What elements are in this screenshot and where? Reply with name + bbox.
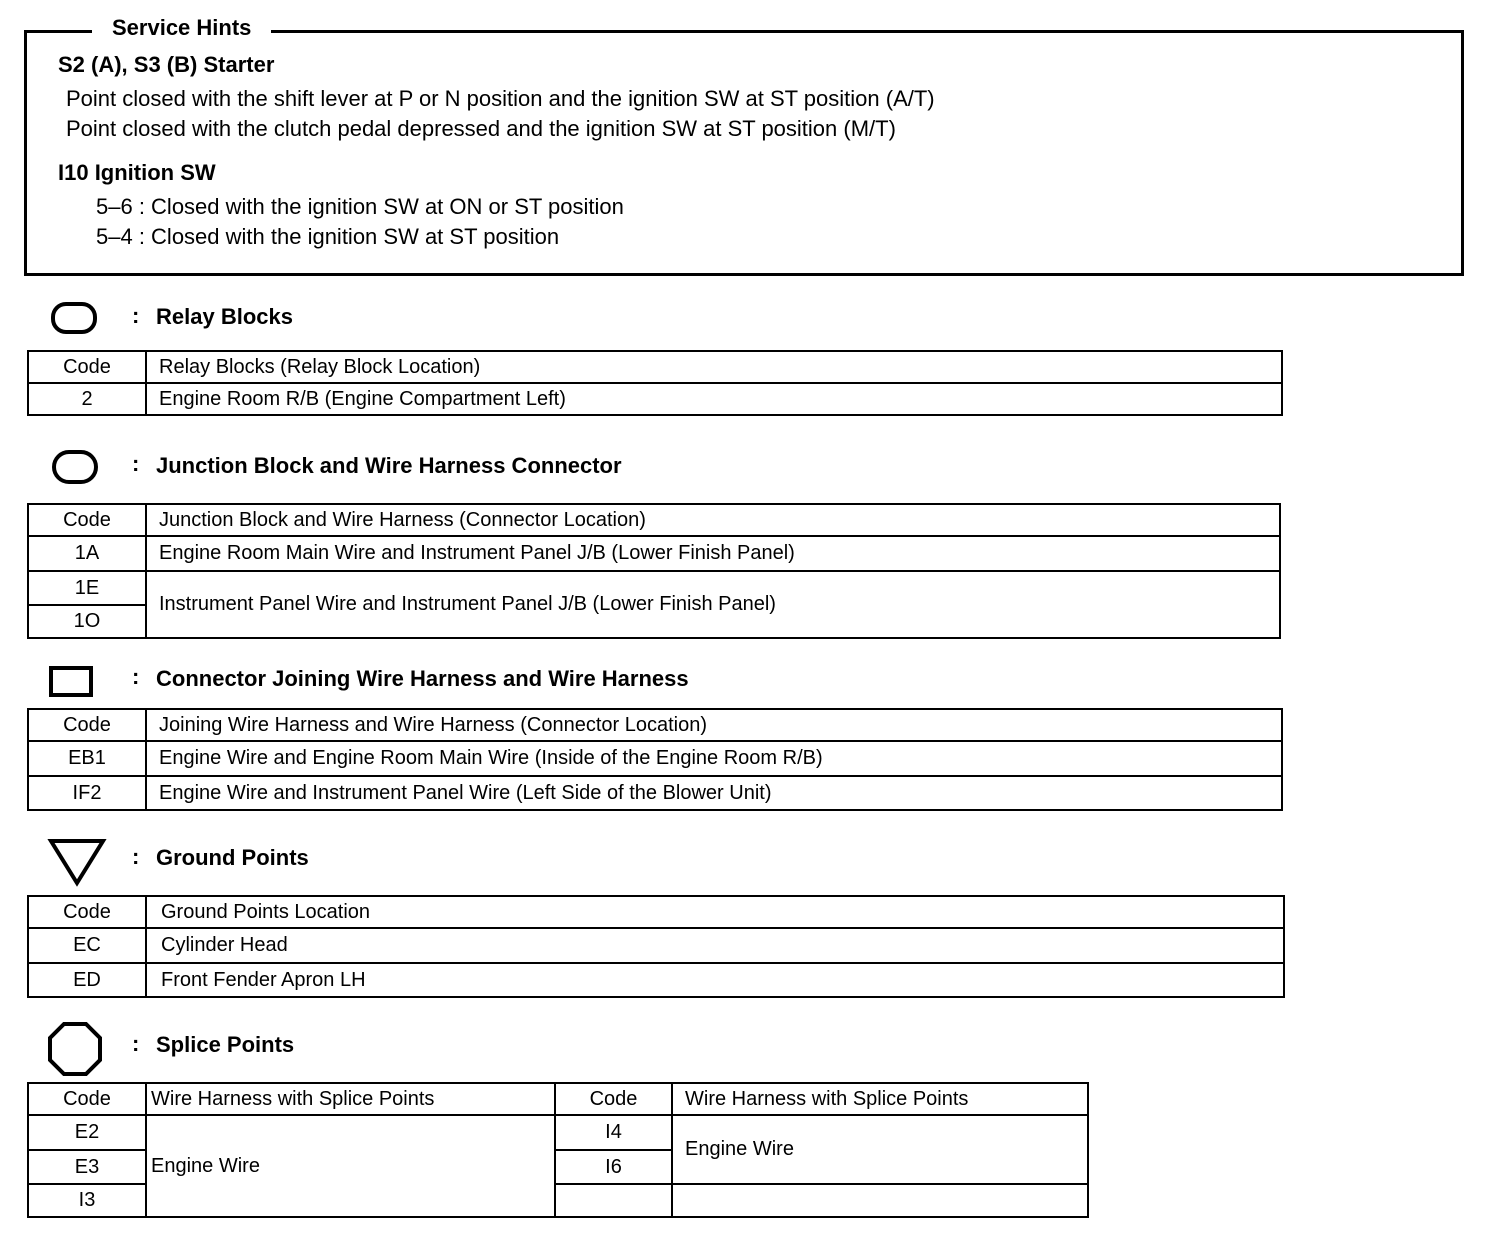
section-colon: : xyxy=(132,664,140,689)
service-hints-title: Service Hints xyxy=(92,14,271,42)
table-header-row xyxy=(28,896,1284,928)
octagon-symbol-icon xyxy=(46,1020,104,1078)
header-code: Code xyxy=(28,504,146,536)
cell-code: 1O xyxy=(28,605,146,638)
table-header-row xyxy=(28,351,1282,383)
table-row xyxy=(28,928,1284,963)
section-title-connector-joining: Connector Joining Wire Harness and Wire Harness xyxy=(156,666,689,691)
header-location: Joining Wire Harness and Wire Harness (Connector Location) xyxy=(146,709,1282,741)
cell-code: E2 xyxy=(28,1115,146,1150)
section-title-ground-points: Ground Points xyxy=(156,845,309,870)
table-row xyxy=(28,1115,1088,1150)
header-code: Code xyxy=(28,351,146,383)
section-title-relay-blocks: Relay Blocks xyxy=(156,304,293,329)
ground-points-table xyxy=(27,895,1285,998)
cell-code: 2 xyxy=(28,383,146,415)
oval-symbol-icon xyxy=(50,448,102,486)
cell-location: Engine Room Main Wire and Instrument Panel J/B (Lower Finish Panel) xyxy=(146,536,1280,571)
cell-code: I4 xyxy=(555,1115,672,1150)
cell-location: Engine Room R/B (Engine Compartment Left) xyxy=(146,383,1282,415)
section-colon: : xyxy=(132,1031,140,1056)
table-row xyxy=(28,536,1280,571)
section-title-junction-block: Junction Block and Wire Harness Connector xyxy=(156,453,622,478)
cell-code: EB1 xyxy=(28,741,146,776)
cell-code: E3 xyxy=(28,1150,146,1184)
cell-location: Instrument Panel Wire and Instrument Panel J/B (Lower Finish Panel) xyxy=(146,571,1280,638)
cell-code: 1A xyxy=(28,536,146,571)
cell-empty xyxy=(672,1184,1088,1217)
header-harness: Wire Harness with Splice Points xyxy=(672,1083,1088,1115)
table-row xyxy=(28,571,1280,605)
cell-code: EC xyxy=(28,928,146,963)
cell-location: Cylinder Head xyxy=(146,928,1284,963)
hint-heading-starter: S2 (A), S3 (B) Starter xyxy=(58,52,275,77)
rounded-rect-symbol-icon xyxy=(50,300,100,336)
header-code: Code xyxy=(28,709,146,741)
table-header-row xyxy=(28,504,1280,536)
cell-code: IF2 xyxy=(28,776,146,810)
table-row xyxy=(28,776,1282,810)
section-colon: : xyxy=(132,451,140,476)
header-location: Junction Block and Wire Harness (Connector Location) xyxy=(146,504,1280,536)
section-title-splice-points: Splice Points xyxy=(156,1032,295,1057)
cell-code: I6 xyxy=(555,1150,672,1184)
header-code: Code xyxy=(555,1083,672,1115)
header-harness: Wire Harness with Splice Points xyxy=(146,1083,555,1115)
connector-joining-table xyxy=(27,708,1283,811)
cell-code: 1E xyxy=(28,571,146,605)
junction-block-table xyxy=(27,503,1281,639)
cell-harness: Engine Wire xyxy=(146,1115,555,1217)
table-header-row xyxy=(28,709,1282,741)
header-location: Ground Points Location xyxy=(146,896,1284,928)
table-row xyxy=(28,383,1282,415)
cell-location: Engine Wire and Engine Room Main Wire (Inside of the Engine Room R/B) xyxy=(146,741,1282,776)
section-colon: : xyxy=(132,303,140,328)
cell-code: I3 xyxy=(28,1184,146,1217)
table-row xyxy=(28,963,1284,997)
rectangle-symbol-icon xyxy=(48,664,96,700)
cell-location: Engine Wire and Instrument Panel Wire (Left Side of the Blower Unit) xyxy=(146,776,1282,810)
triangle-symbol-icon xyxy=(46,836,108,888)
splice-points-table xyxy=(27,1082,1089,1218)
table-row xyxy=(28,741,1282,776)
cell-location: Front Fender Apron LH xyxy=(146,963,1284,997)
cell-code xyxy=(555,1184,672,1217)
table-header-row xyxy=(28,1083,1088,1115)
section-colon: : xyxy=(132,844,140,869)
cell-code: ED xyxy=(28,963,146,997)
hint-line: Point closed with the clutch pedal depressed and the ignition SW at ST position (M/T) xyxy=(66,116,896,141)
hint-line: 5–6 : Closed with the ignition SW at ON or ST position xyxy=(96,194,624,219)
header-location: Relay Blocks (Relay Block Location) xyxy=(146,351,1282,383)
hint-heading-ignition: I10 Ignition SW xyxy=(58,160,216,185)
relay-blocks-table xyxy=(27,350,1283,416)
cell-harness: Engine Wire xyxy=(672,1115,1088,1184)
hint-line: 5–4 : Closed with the ignition SW at ST position xyxy=(96,224,560,249)
header-code: Code xyxy=(28,896,146,928)
hint-line: Point closed with the shift lever at P or N position and the ignition SW at ST position (A/T) xyxy=(66,86,935,111)
header-code: Code xyxy=(28,1083,146,1115)
